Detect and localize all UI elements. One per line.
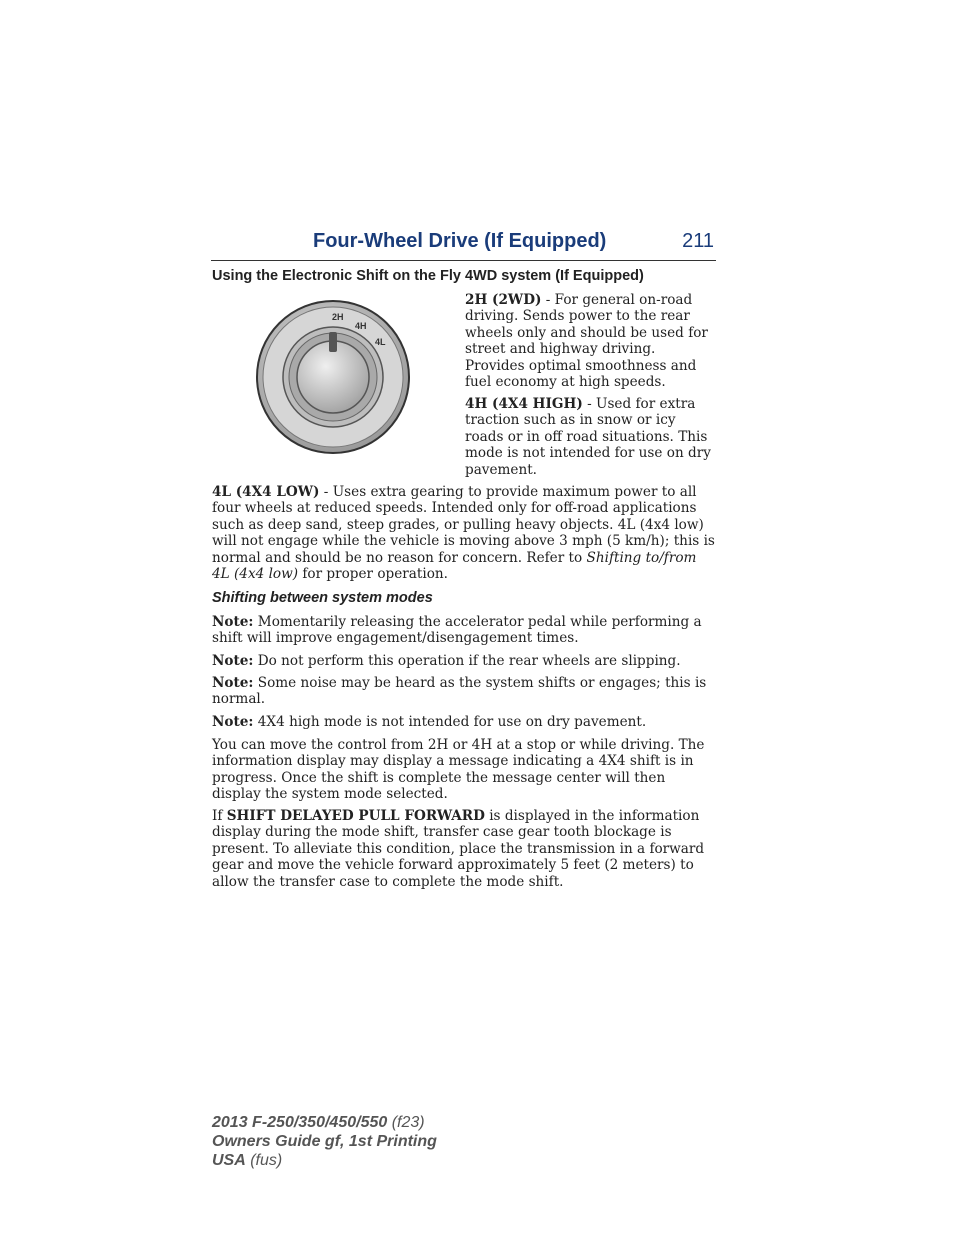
chapter-title: Four-Wheel Drive (If Equipped) — [313, 230, 607, 252]
knob-label-4h: 4H — [355, 321, 367, 331]
mode-4l-label: 4L (4X4 LOW) — [212, 484, 320, 500]
footer-line-3 — [212, 1151, 437, 1170]
section-heading: Using the Electronic Shift on the Fly 4WD system (If Equipped) — [212, 268, 644, 284]
note-3 — [212, 675, 716, 708]
note-3-text: Some noise may be heard as the system shifts or engages; this is normal. — [212, 675, 707, 708]
knob-label-2h: 2H — [332, 312, 344, 322]
page-number: 211 — [682, 230, 714, 252]
note-label: Note: — [212, 614, 254, 630]
mode-4h-label: 4H (4X4 HIGH) — [465, 396, 583, 412]
mode-2h-paragraph — [465, 292, 717, 390]
mode-4l-text: - Uses extra gearing to provide maximum power to all four wheels at reduced speeds. Intended only for off-road applications such as deep sand, steep grades, or pulling heavy objects. 4L (4x4 low) will not engage while the vehicle is moving above 3 mph (5 km/h); this is normal and should be no reason for concern. Refer to — [212, 484, 715, 566]
footer-line-1 — [212, 1113, 437, 1132]
shift-delayed-paragraph — [212, 808, 716, 890]
note-1 — [212, 614, 716, 647]
shifting-heading: Shifting between system modes — [212, 590, 433, 606]
mode-4l-paragraph — [212, 484, 716, 582]
mode-4h-paragraph — [465, 396, 717, 478]
note-2 — [212, 653, 716, 669]
note-1-text: Momentarily releasing the accelerator pedal while performing a shift will improve engagement/disengagement times. — [212, 614, 702, 647]
mode-4l-reference: Shifting to/from 4L (4x4 low) — [212, 549, 697, 583]
mode-2h-text: - For general on-road driving. Sends power to the rear wheels only and should be used for street and highway driving. Provides optimal smoothness and fuel economy at high speeds. — [465, 292, 708, 391]
note-2-text: Do not perform this operation if the rear wheels are slipping. — [253, 653, 681, 669]
footer-region-code: (fus) — [245, 1152, 283, 1169]
note-label: Note: — [212, 653, 254, 669]
mode-4l-tail: for proper operation. — [298, 566, 448, 583]
note-label: Note: — [212, 675, 254, 691]
knob-label-4l: 4L — [375, 337, 386, 347]
note-label: Note: — [212, 714, 254, 730]
footer-line-2 — [212, 1132, 437, 1151]
move-control-paragraph: You can move the control from 2H or 4H at a stop or while driving. The information display may display a message indicating a 4X4 shift is in progress. Once the shift is complete the message center will then display the system mode selected. — [212, 737, 705, 803]
note-4-text: 4X4 high mode is not intended for use on dry pavement. — [253, 714, 647, 730]
footer-guide: Owners Guide gf, 1st Printing — [212, 1133, 437, 1150]
page-header — [211, 228, 716, 261]
mode-2h-label: 2H (2WD) — [465, 292, 542, 308]
shift-delayed-message: SHIFT DELAYED PULL FORWARD — [226, 808, 485, 824]
shift-delayed-text: is displayed in the information display during the mode shift, transfer case gear tooth blockage is present. To alleviate this condition, place the transmission in a forward gear and move the vehicle forward approximately 5 feet (2 meters) to allow the transfer case to complete the mode shift. — [212, 808, 705, 890]
mode-4h-text: - Used for extra traction such as in snow or icy roads or in off road situations. This mode is not intended for use on dry pavement. — [465, 396, 711, 478]
shift-delayed-prefix: If — [212, 808, 227, 824]
page-footer — [212, 1113, 437, 1170]
4wd-selector-knob-illustration — [254, 298, 412, 456]
footer-model: 2013 F-250/350/450/550 — [212, 1114, 388, 1131]
footer-region: USA — [212, 1152, 246, 1169]
note-4 — [212, 714, 716, 730]
footer-model-code: (f23) — [387, 1114, 425, 1131]
